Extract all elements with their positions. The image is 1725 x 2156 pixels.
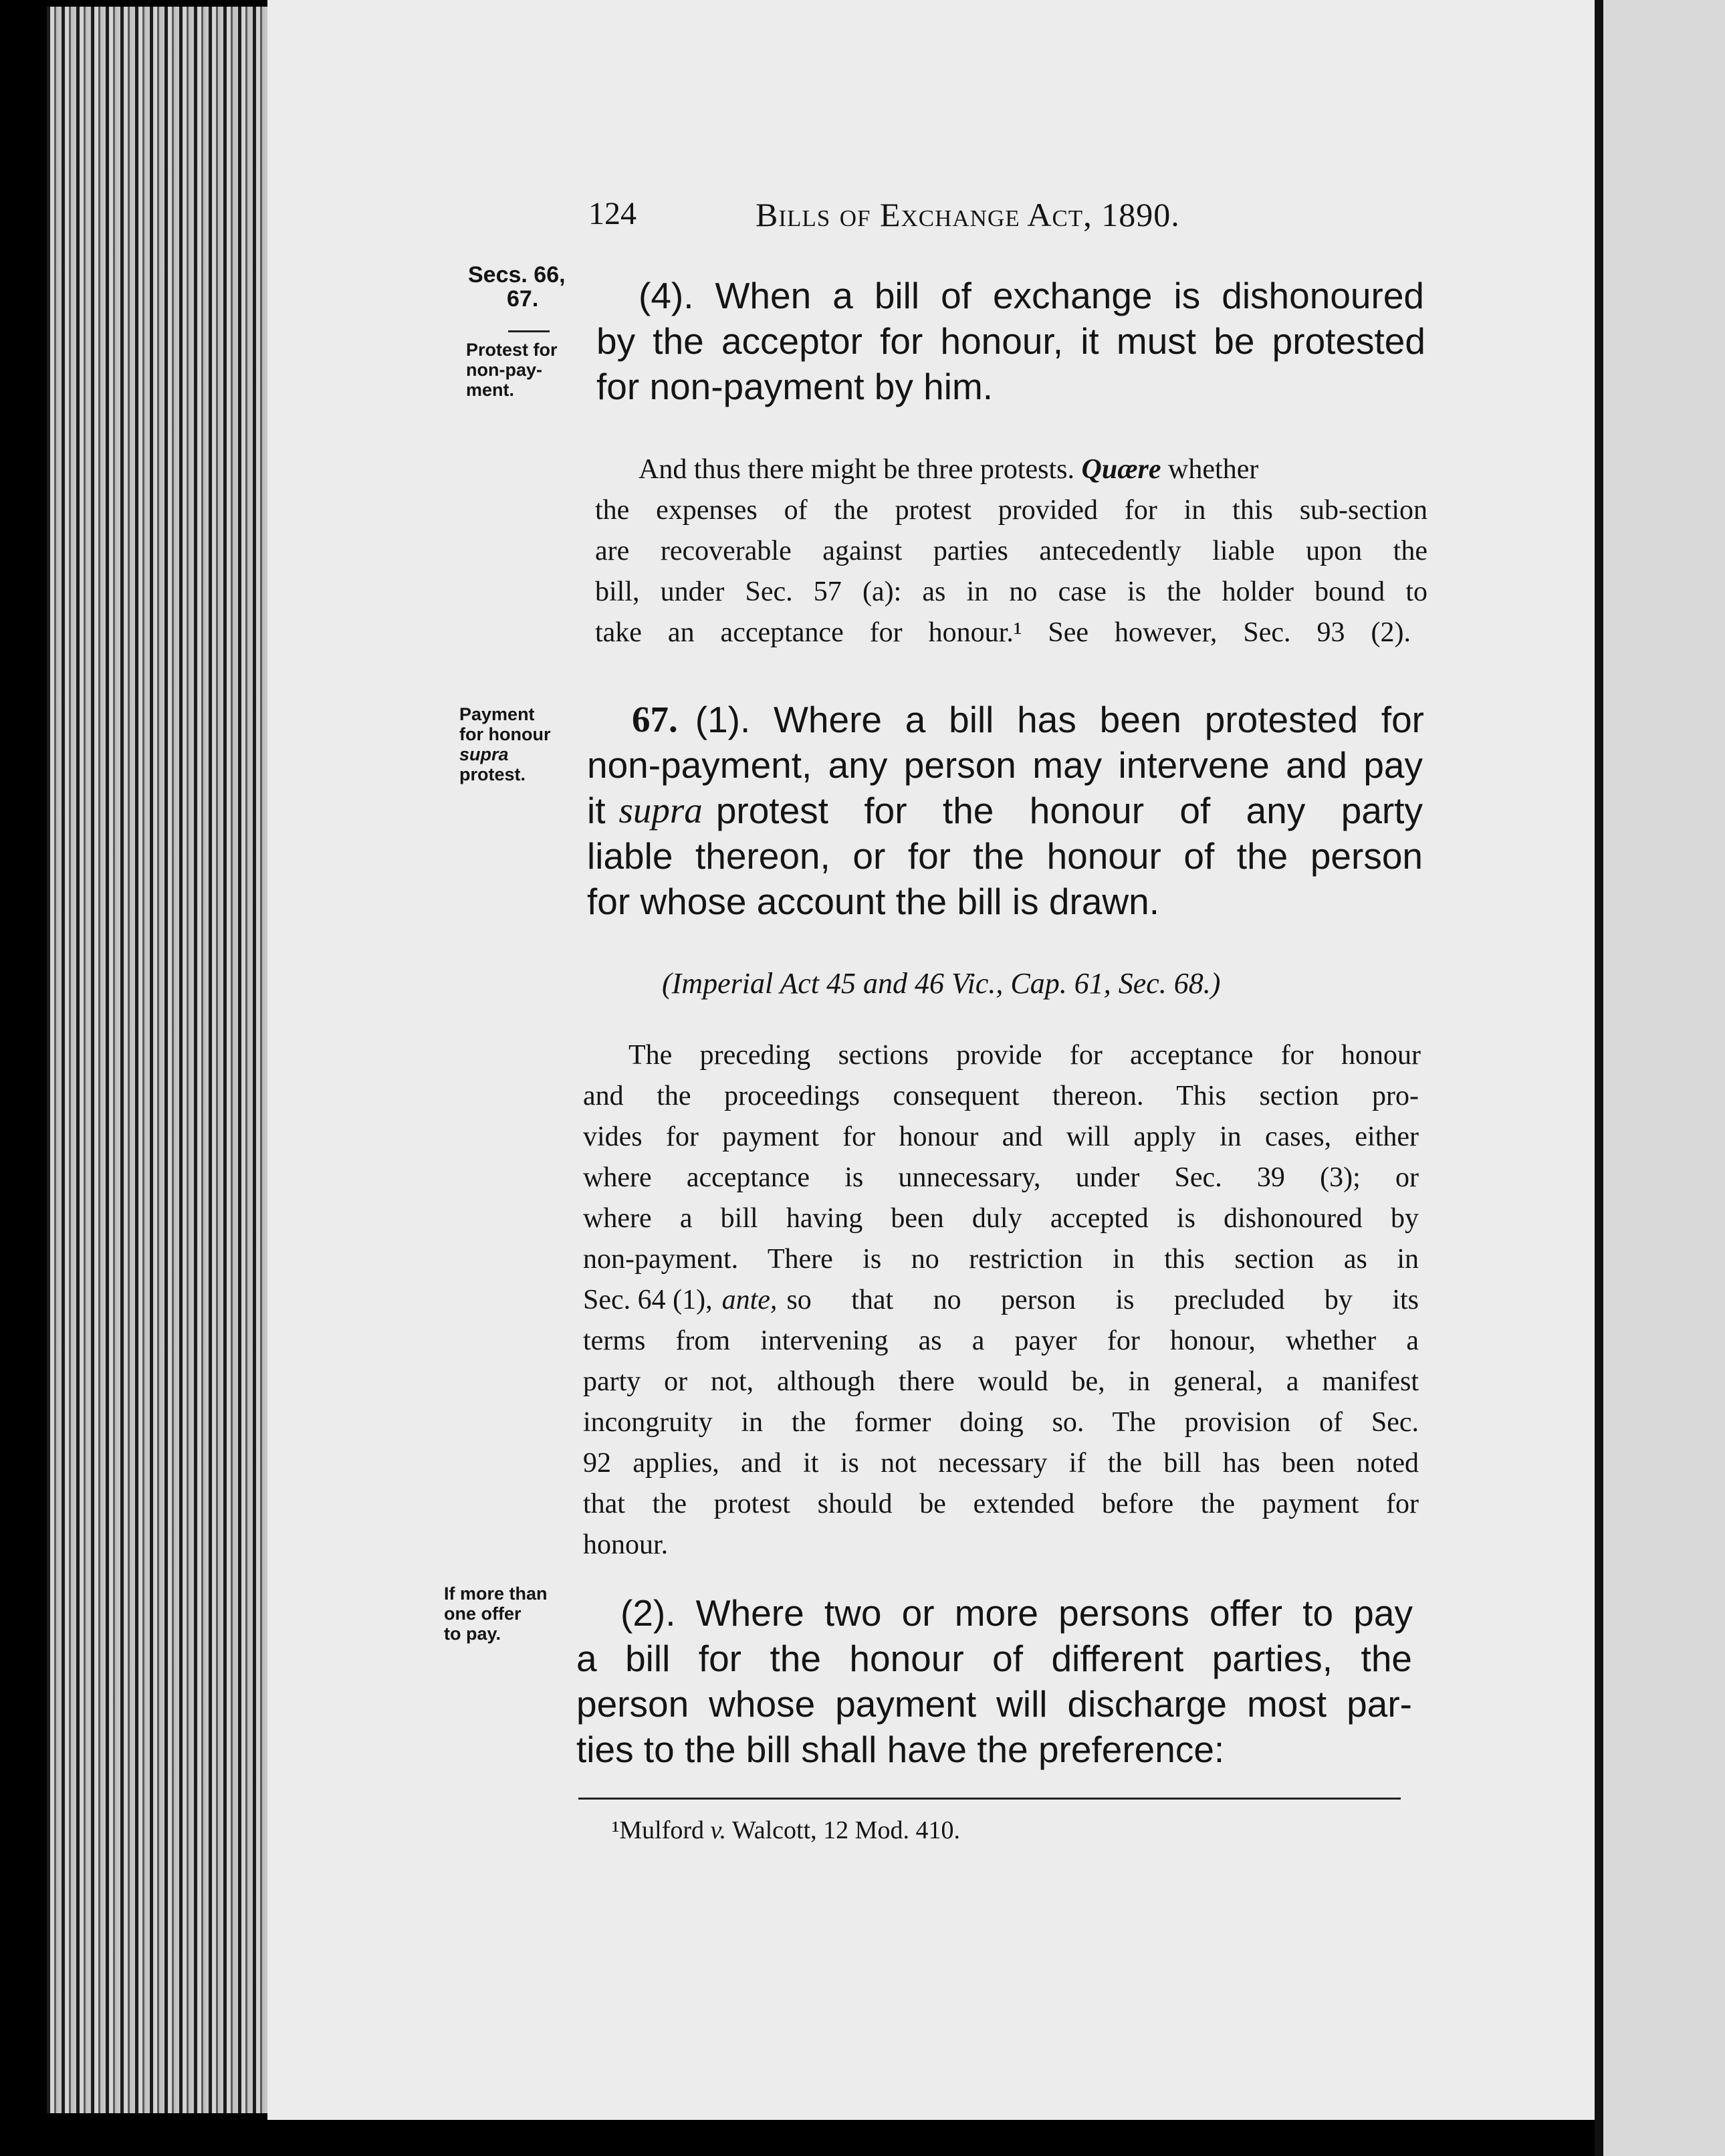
gutter-shadow: [1595, 0, 1604, 2156]
section-67-line-5: for whose account the bill is drawn.: [587, 881, 1159, 922]
note-1-line-2: the expenses of the protest provided for in this sub-section: [595, 495, 1427, 526]
note-2-line-10: incongruity in the former doing so. The provision of Sec.: [583, 1407, 1419, 1438]
para-2-line-2: a bill for the honour of different parties, the: [576, 1638, 1412, 1679]
note-1-line-3: are recoverable against parties antecedently liable upon the: [595, 536, 1427, 566]
para-2-line-1: (2). Where two or more persons offer to pay: [620, 1592, 1413, 1634]
note-2-line-2: and the proceedings consequent thereon. This section pro-: [583, 1081, 1419, 1111]
book-page-edges: [47, 7, 267, 2113]
side-note-protest-line-1: Protest for: [466, 340, 558, 360]
footnote-rule: [578, 1798, 1401, 1800]
page-number: 124: [588, 196, 637, 231]
para-4-line-2: by the acceptor for honour, it must be protested: [596, 320, 1425, 362]
footnote: ¹Mulford v. Walcott, 12 Mod. 410.: [612, 1816, 960, 1844]
side-note-payment-line-1: Payment: [459, 704, 535, 724]
note-1-line-4: bill, under Sec. 57 (a): as in no case is the holder bound to: [595, 576, 1427, 607]
para-2-line-4: ties to the bill shall have the preference:: [576, 1729, 1225, 1770]
para-4-line-1: (4). When a bill of exchange is dishonoured: [639, 275, 1424, 316]
side-note-payment-line-4: protest.: [459, 764, 526, 784]
note-2-line-9: party or not, although there would be, in general, a manifest: [583, 1366, 1419, 1397]
note-2-line-13: honour.: [583, 1529, 669, 1560]
side-note-payment-line-2: for honour: [459, 724, 551, 744]
note-1-line-5: take an acceptance for honour.¹ See however, Sec. 93 (2).: [595, 617, 1411, 648]
section-67-line-3: it supra protest for the honour of any party: [587, 790, 1423, 831]
side-note-offer-line-2: one offer: [444, 1604, 522, 1624]
side-note-protest-line-2: non-pay-: [466, 360, 542, 380]
note-2-line-7: Sec. 64 (1), ante, so that no person is precluded by its: [583, 1285, 1419, 1315]
note-2-line-6: non-payment. There is no restriction in this section as in: [583, 1244, 1419, 1275]
running-title: Bills of Exchange Act, 1890.: [756, 196, 1180, 233]
note-2-line-5: where a bill having been duly accepted is dishonoured by: [583, 1203, 1419, 1234]
note-2-line-12: that the protest should be extended before the payment for: [583, 1489, 1419, 1519]
section-number: 67.: [632, 699, 678, 740]
note-2-line-1: The preceding sections provide for acceptance for honour: [628, 1040, 1421, 1071]
note-2-line-11: 92 applies, and it is not necessary if the bill has been noted: [583, 1448, 1419, 1479]
side-note-rule: [508, 330, 550, 332]
para-2-line-3: person whose payment will discharge most par-: [576, 1683, 1412, 1725]
section-67-line-1: 67. (1). Where a bill has been protested for: [632, 697, 1424, 742]
section-67-line-4: liable thereon, or for the honour of the person: [587, 835, 1423, 877]
note-1-line-1: And thus there might be three protests. Quære whether: [639, 454, 1259, 485]
side-note-payment-line-3: supra: [459, 744, 509, 764]
section-67-line-2: non-payment, any person may intervene and pay: [587, 744, 1423, 786]
side-note-sections-line-2: 67.: [507, 286, 539, 312]
statute-citation: (Imperial Act 45 and 46 Vic., Cap. 61, Sec. 68.): [662, 967, 1221, 1000]
facing-page-edge: [1603, 0, 1725, 2156]
side-note-offer-line-1: If more than: [444, 1584, 548, 1604]
para-4-line-3: for non-payment by him.: [596, 366, 994, 407]
note-2-line-8: terms from intervening as a payer for honour, whether a: [583, 1325, 1419, 1356]
side-note-sections-line-1: Secs. 66,: [468, 262, 566, 288]
note-2-line-3: vides for payment for honour and will apply in cases, either: [583, 1121, 1419, 1152]
side-note-offer-line-3: to pay.: [444, 1624, 501, 1644]
side-note-protest-line-3: ment.: [466, 380, 515, 400]
note-2-line-4: where acceptance is unnecessary, under Sec. 39 (3); or: [583, 1162, 1419, 1193]
